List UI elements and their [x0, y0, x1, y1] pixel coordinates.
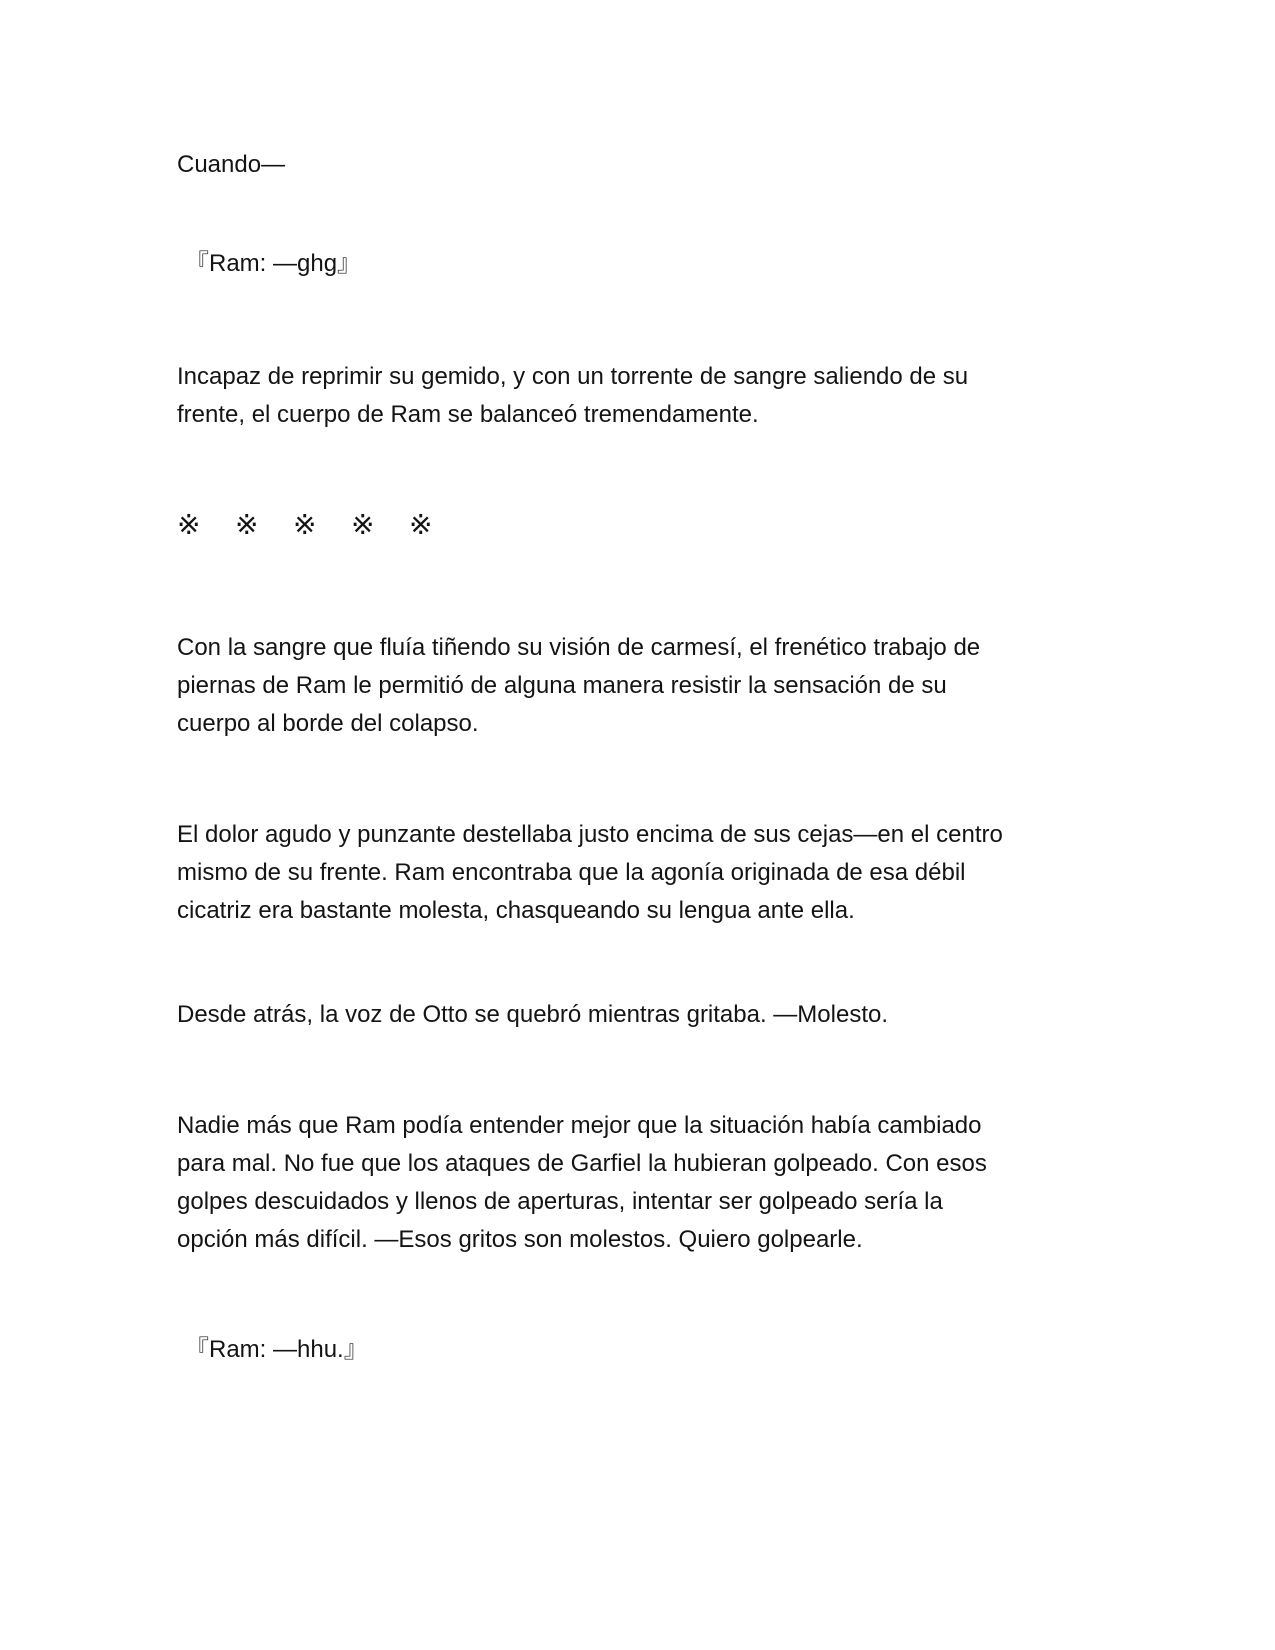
text-line: Nadie más que Ram podía entender mejor que la situación había cambiado — [177, 1112, 982, 1139]
text-line: Desde atrás, la voz de Otto se quebró mientras gritaba. —Molesto. — [177, 1001, 889, 1028]
dialogue-ram-ghg — [185, 245, 1115, 283]
text-line: mismo de su frente. Ram encontraba que la agonía originada de esa débil — [177, 859, 966, 886]
text-line: frente, el cuerpo de Ram se balanceó tremendamente. — [177, 401, 759, 428]
separator-mark: ※ — [409, 508, 433, 541]
scene-separator — [177, 506, 467, 544]
separator-mark: ※ — [235, 508, 259, 541]
separator-mark: ※ — [293, 508, 317, 541]
text-line: 『Ram: —ghg』 — [185, 250, 362, 277]
text-line: para mal. No fue que los ataques de Garfiel la hubieran golpeado. Con esos — [177, 1150, 987, 1177]
paragraph-con-la-sangre — [177, 629, 1107, 743]
paragraph-nadie-mas — [177, 1107, 1107, 1259]
text-line: opción más difícil. —Esos gritos son molestos. Quiero golpearle. — [177, 1226, 863, 1253]
text-line: El dolor agudo y punzante destellaba justo encima de sus cejas—en el centro — [177, 821, 1003, 848]
text-line: 『Ram: —hhu.』 — [185, 1336, 368, 1363]
text-line: piernas de Ram le permitió de alguna manera resistir la sensación de su — [177, 672, 947, 699]
paragraph-desde-atras — [177, 996, 1107, 1034]
dialogue-ram-hhu — [185, 1331, 1115, 1369]
text-line: golpes descuidados y llenos de aperturas, intentar ser golpeado sería la — [177, 1188, 943, 1215]
text-line: cicatriz era bastante molesta, chasqueando su lengua ante ella. — [177, 897, 855, 924]
text-line: cuerpo al borde del colapso. — [177, 710, 479, 737]
text-line: Cuando— — [177, 151, 286, 178]
text-line: Con la sangre que fluía tiñendo su visión de carmesí, el frenético trabajo de — [177, 634, 981, 661]
separator-mark: ※ — [351, 508, 375, 541]
text-line: Incapaz de reprimir su gemido, y con un torrente de sangre saliendo de su — [177, 363, 969, 390]
paragraph-incapaz — [177, 358, 1107, 434]
paragraph-cuando — [177, 146, 1107, 184]
paragraph-el-dolor — [177, 816, 1107, 930]
separator-mark: ※ — [177, 508, 201, 541]
